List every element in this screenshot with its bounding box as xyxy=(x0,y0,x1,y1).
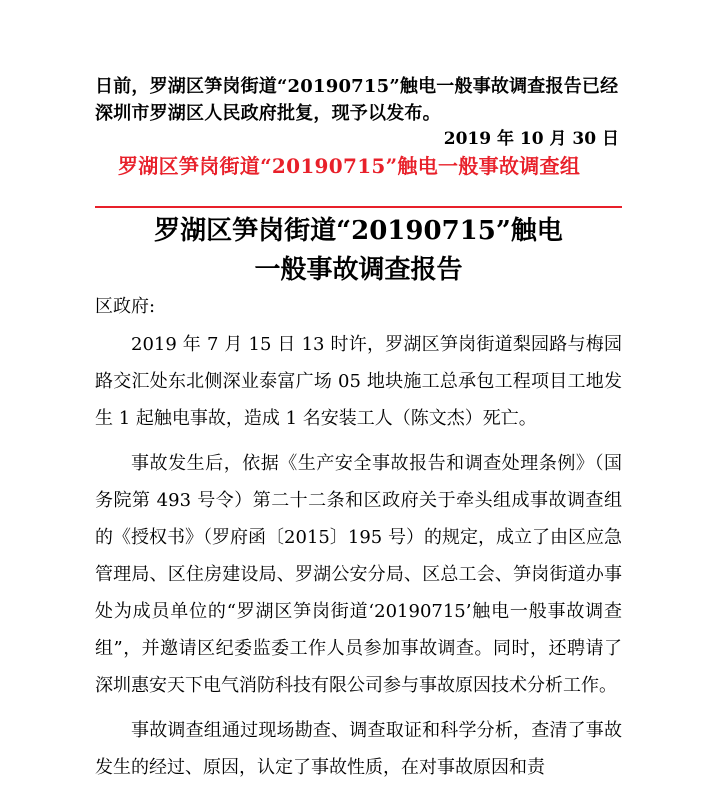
publication-date: 2019 年 10 月 30 日 xyxy=(443,129,619,149)
report-title-line-2: 一般事故调查报告 xyxy=(254,255,463,285)
red-divider xyxy=(95,206,622,208)
salutation: 区政府: xyxy=(95,296,156,317)
body-paragraph-3: 事故调查组通过现场勘查、调查取证和科学分析，查清了事故发生的经过、原因，认定了事故性质，在对事故原因和责 xyxy=(95,720,622,778)
body-paragraph-1: 2019 年 7 月 15 日 13 时许，罗湖区笋岗街道梨园路与梅园路交汇处东北侧深业泰富广场 05 地块施工总承包工程项目工地发生 1 起触电事故，造成 1 名安装工人（陈文杰）死亡。 xyxy=(95,334,622,429)
body-paragraph-2: 事故发生后，依据《生产安全事故报告和调查处理条例》（国务院第 493 号令）第二十二条和区政府关于牵头组成事故调查组的《授权书》（罗府函〔2015〕195 号）的规定，成立了由区应急管理局、区住房建设局、罗湖公安分局、区总工会、笋岗街道办事处为成员单位的“罗湖区笋岗街道‘20190715’触电一般事故调查组”，并邀请区纪委监委工作人员参加事故调查。同时，还聘请了深圳惠安天下电气消防科技有限公司参与事故原因技术分析工作。 xyxy=(95,453,622,696)
report-title-line-1: 罗湖区笋岗街道“20190715”触电 xyxy=(154,216,563,246)
issuer-heading: 罗湖区笋岗街道“20190715”触电一般事故调查组 xyxy=(118,154,581,178)
report-title xyxy=(95,212,622,290)
publication-notice: 日前，罗湖区笋岗街道“20190715”触电一般事故调查报告已经深圳市罗湖区人民政府批复，现予以发布。 xyxy=(95,76,619,124)
report-body xyxy=(95,326,622,794)
